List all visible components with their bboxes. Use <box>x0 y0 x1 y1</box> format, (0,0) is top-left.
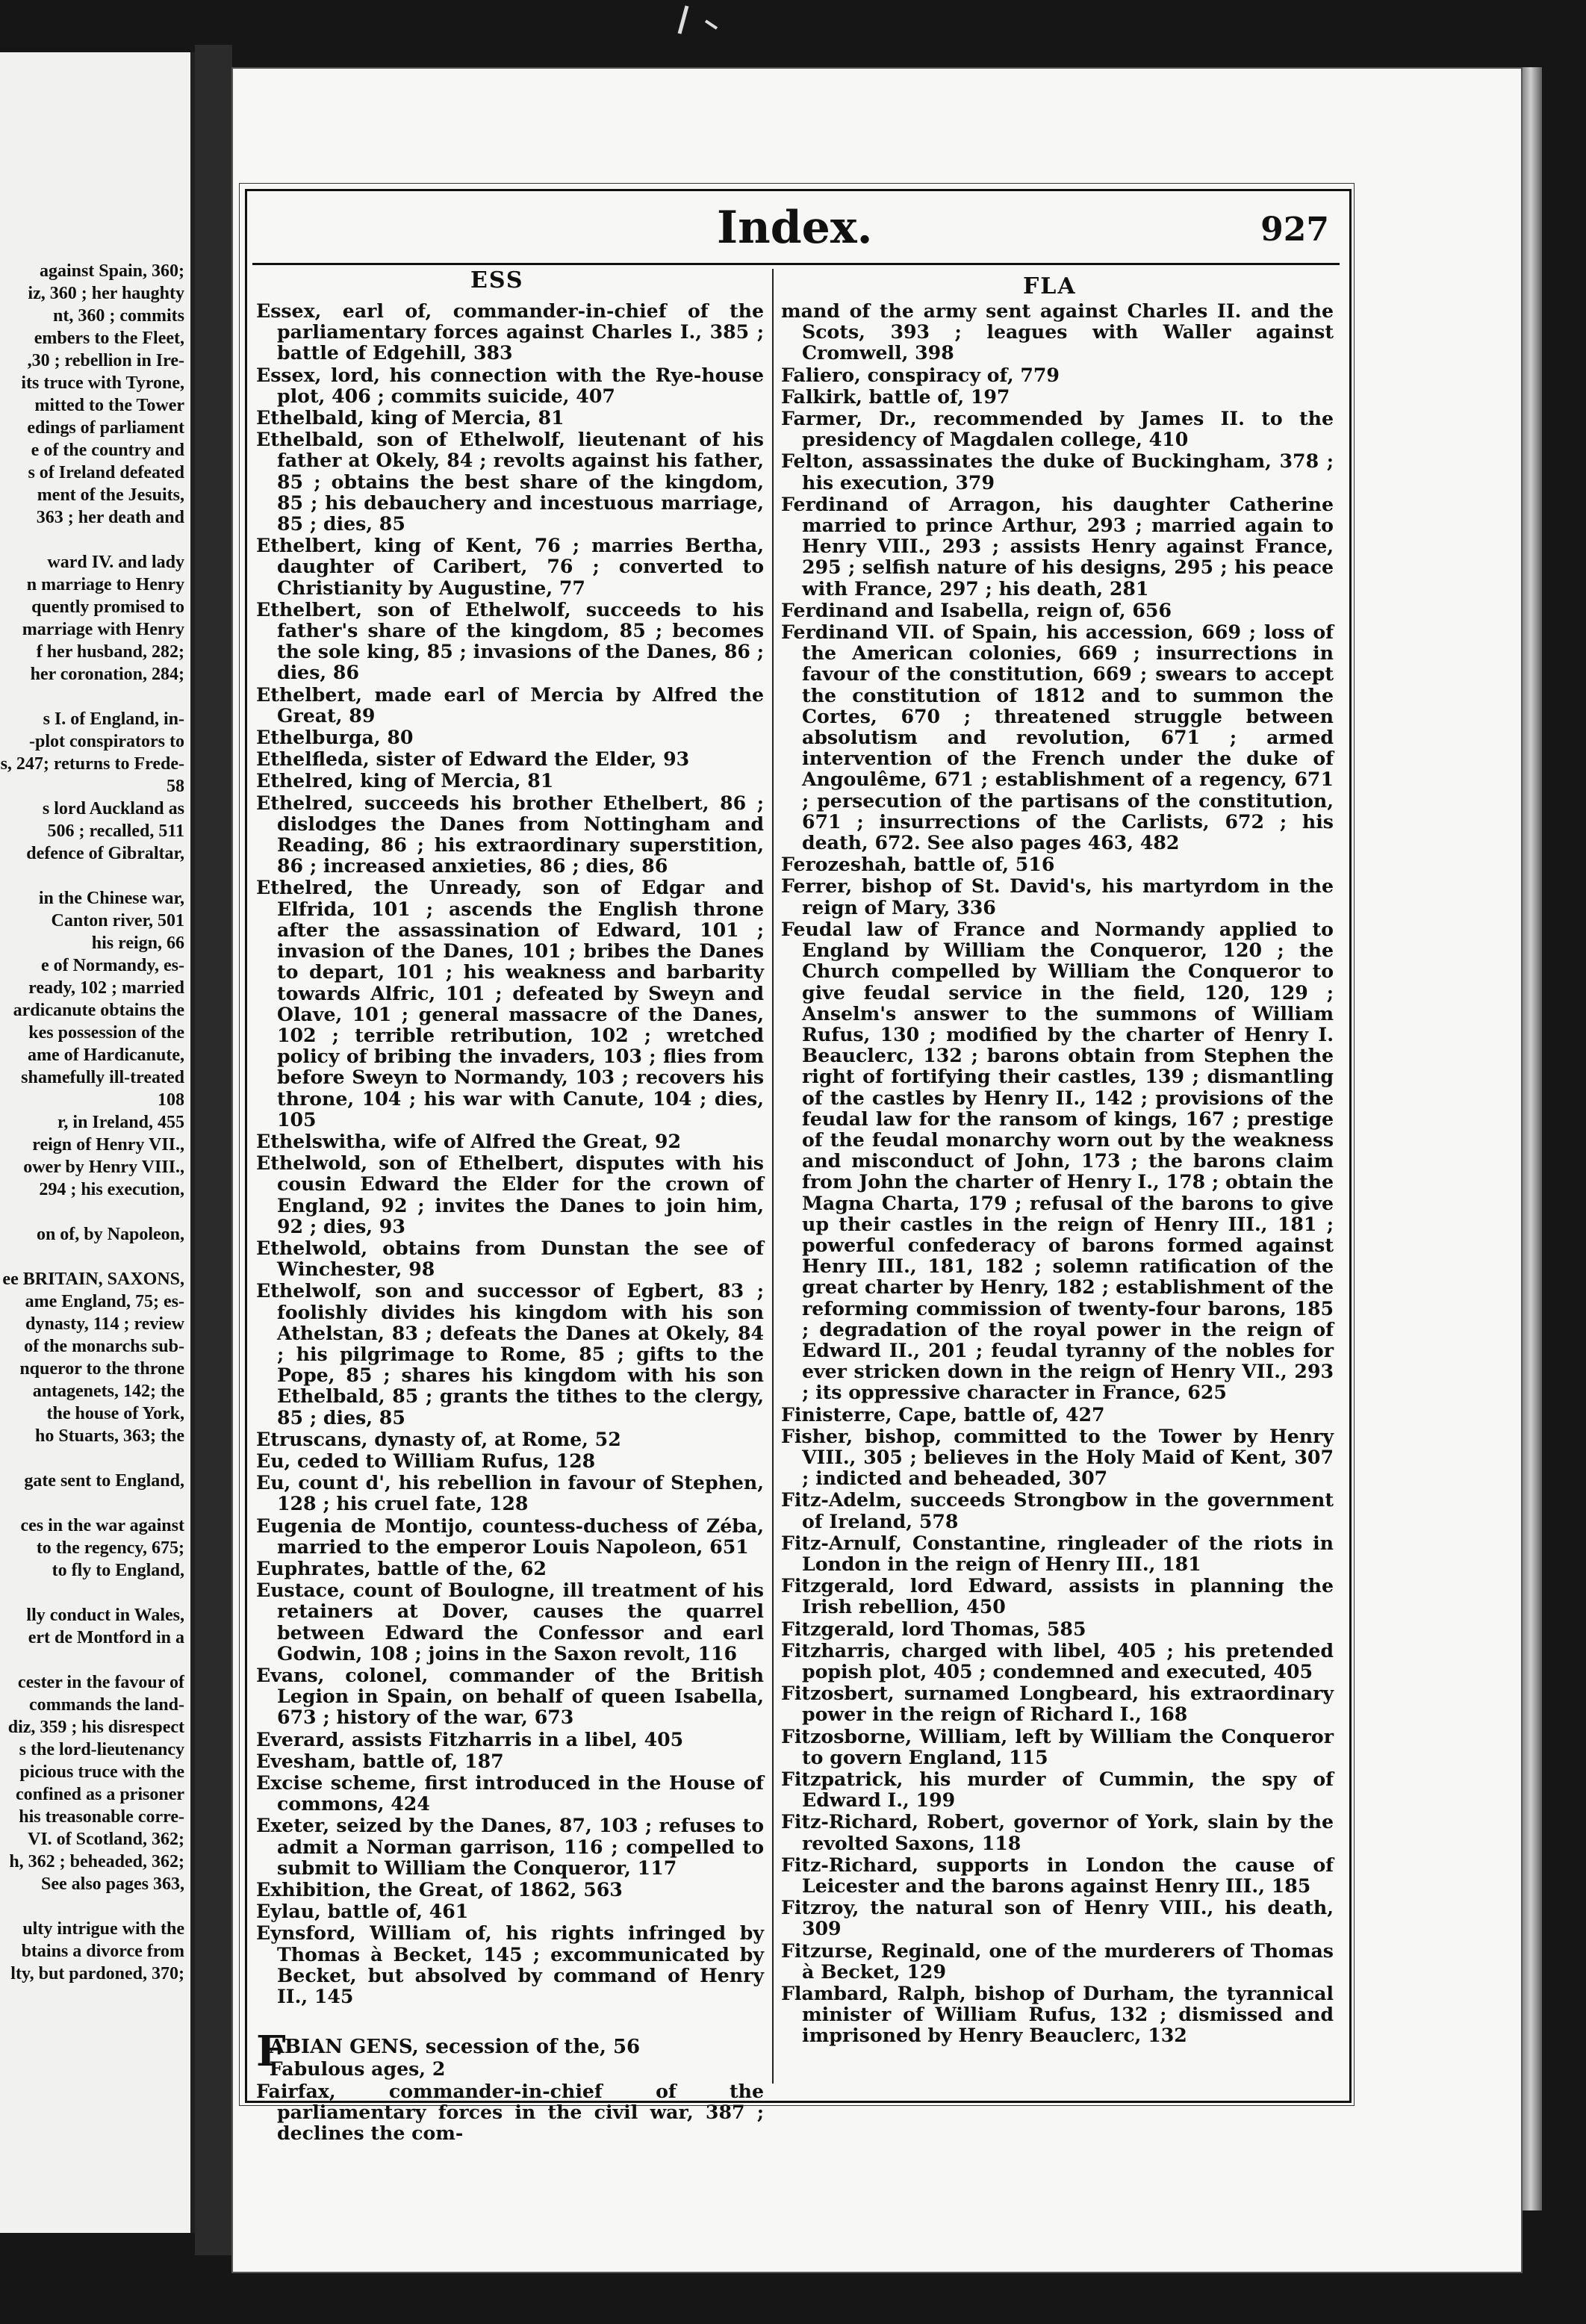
left-page-line: quently promised to <box>31 597 184 617</box>
index-entry: Ethelwolf, son and successor of Egbert, 83 ; foolishly divides his kingdom with his son Athelstan, 83 ; defeats the Danes at Okely, 84 ; his pilgrimage to Rome, 85 ; gifts to the Pope, 85 ; shares his kingdom with his son Ethelbald, 85 ; grants the tithes to the clergy, 85 ; dies, 85 <box>256 1279 764 1429</box>
left-page-line: picious truce with the <box>19 1762 184 1782</box>
left-page-line: 108 <box>158 1090 184 1110</box>
left-page-line: 294 ; his execution, <box>39 1180 184 1199</box>
left-page-line: lty, but pardoned, 370; <box>10 1964 184 1983</box>
left-page-line: reign of Henry VII., <box>32 1135 184 1155</box>
index-entry: Fitzurse, Reginald, one of the murderers of Thomas à Becket, 129 <box>781 1939 1334 1983</box>
left-page-line: s the lord-lieutenancy <box>19 1740 184 1759</box>
left-page-line: mitted to the Tower <box>34 396 184 415</box>
index-entry: Ethelred, succeeds his brother Ethelbert, 86 ; dislodges the Danes from Nottingham and Reading, 86 ; his extraordinary superstition, 86 ; increased anxieties, 86 ; dies, 86 <box>256 791 764 877</box>
index-entry: Ethelbert, king of Kent, 76 ; marries Bertha, daughter of Caribert, 76 ; converted to Christianity by Augustine, 77 <box>256 534 764 599</box>
index-entry: Ferrer, bishop of St. David's, his martyrdom in the reign of Mary, 336 <box>781 874 1334 919</box>
index-entry: Ethelswitha, wife of Alfred the Great, 92 <box>256 1129 681 1152</box>
left-page-line: ho Stuarts, 363; the <box>34 1426 184 1446</box>
left-page-line: in the Chinese war, <box>38 889 184 908</box>
left-page-line: dynasty, 114 ; review <box>25 1314 184 1334</box>
index-entry: Flambard, Ralph, bishop of Durham, the tyrannical minister of William Rufus, 132 ; dismissed and imprisoned by Henry Beauclerc, 132 <box>781 1982 1334 2047</box>
left-page-line: s I. of England, in- <box>43 709 184 729</box>
left-page-line: n marriage to Henry <box>26 575 184 594</box>
index-column-left <box>256 300 764 2144</box>
left-page-line: kes possession of the <box>28 1023 184 1043</box>
left-page-line: See also pages 363, <box>41 1874 184 1894</box>
left-page-line: e of the country and <box>31 441 184 460</box>
index-entry: Faliero, conspiracy of, 779 <box>781 363 1060 386</box>
left-page-line: s lord Auckland as <box>42 799 184 818</box>
left-page-line: nt, 360 ; commits <box>53 306 184 326</box>
index-entry: Feudal law of France and Normandy applied to England by William the Conqueror, 120 ; the Church compelled by William the Conqueror to give feudal service in the field, 120, 129 ; Anselm's answer to the summons of William Rufus, 130 ; modified by the charter of Henry I. Beauclerc, 132 ; barons obtain from Stephen the right of fortifying their castles, 139 ; dismantling of the castles by Henry II., 142 ; provisions of the feudal law for the ransom of kings, 167 ; prestige of the feudal monarchy worn out by the weakness and misconduct of John, 173 ; the barons claim from John the charter of Henry I., 178 ; obtain the Magna Charta, 179 ; refusal of the barons to give up their castles in the reign of Henry III., 181 ; powerful confederacy of barons formed against Henry III., 181, 182 ; solemn ratification of the great charter by Henry, 182 ; establishment of the reforming commission of twenty-four barons, 185 ; degradation of the royal power in the reign of Edward II., 201 ; feudal tyranny of the nobles for ever stricken down in the reign of Henry VII., 293 ; its oppressive character in France, 625 <box>781 917 1334 1404</box>
left-page-line: ert de Montford in a <box>28 1628 184 1647</box>
left-page-line: 363 ; her death and <box>36 508 184 527</box>
left-page-line: his treasonable corre- <box>19 1807 184 1827</box>
index-entry: Ethelbald, son of Ethelwolf, lieutenant of his father at Okely, 84 ; revolts against his father, 85 ; obtains the best share of the kingdom, 85 ; his debauchery and incestuous marriage, 85 ; dies, 85 <box>256 428 764 535</box>
index-entry: Ferdinand and Isabella, reign of, 656 <box>781 598 1172 621</box>
index-entry: Eugenia de Montijo, countess-duchess of Zéba, married to the emperor Louis Napoleon, 651 <box>256 1514 764 1558</box>
left-page-line: to fly to England, <box>52 1561 184 1580</box>
index-entry: Ethelwold, son of Ethelbert, disputes with his cousin Edward the Elder for the crown of England, 92 ; invites the Danes to join him, 92 ; dies, 93 <box>256 1152 764 1237</box>
index-entry: Fairfax, commander-in-chief of the parliamentary forces in the civil war, 387 ; declines the com- <box>256 2079 764 2145</box>
left-page-line: cester in the favour of <box>17 1673 184 1692</box>
index-entry: Fitzosbert, surnamed Longbeard, his extraordinary power in the reign of Richard I., 168 <box>781 1682 1334 1726</box>
index-entry: Ethelburga, 80 <box>256 726 414 749</box>
left-guide-word: ESS <box>470 267 524 293</box>
index-entry: Euphrates, battle of the, 62 <box>256 1556 547 1579</box>
index-entry: Felton, assassinates the duke of Buckingham, 378 ; his execution, 379 <box>781 450 1334 494</box>
index-entry: mand of the army sent against Charles II. and the Scots, 393 ; leagues with Waller against Cromwell, 398 <box>781 299 1334 364</box>
index-entry: Fabulous ages, 2 <box>269 2057 446 2081</box>
index-entry: Etruscans, dynasty of, at Rome, 52 <box>256 1427 621 1450</box>
left-page-line: iz, 360 ; her haughty <box>28 284 184 303</box>
index-entry: Fitzosborne, William, left by William the Conqueror to govern England, 115 <box>781 1724 1334 1768</box>
index-entry: Exeter, seized by the Danes, 87, 103 ; refuses to admit a Norman garrison, 116 ; compelled to submit to William the Conqueror, 117 <box>256 1814 764 1879</box>
left-page-line: ward IV. and lady <box>47 553 184 572</box>
left-page-line: ower by Henry VIII., <box>23 1158 184 1177</box>
index-entry: Fitzroy, the natural son of Henry VIII., his death, 309 <box>781 1896 1334 1940</box>
left-page-line: e of Normandy, es- <box>41 956 184 975</box>
index-entry: Ethelfleda, sister of Edward the Elder, 93 <box>256 748 690 771</box>
left-page-line: its truce with Tyrone, <box>21 373 184 393</box>
column-divider <box>772 269 774 2084</box>
left-page-line: his reign, 66 <box>91 933 184 953</box>
left-page-line: confined as a prisoner <box>15 1785 184 1804</box>
left-page-line: ame England, 75; es- <box>25 1292 184 1311</box>
index-entry: Fitzgerald, lord Edward, assists in planning the Irish rebellion, 450 <box>781 1574 1334 1618</box>
index-entry: Ferozeshah, battle of, 516 <box>781 853 1055 876</box>
left-page-line: f her husband, 282; <box>36 642 184 662</box>
index-entry: Essex, earl of, commander-in-chief of the parliamentary forces against Charles I., 385 ; battle of Edgehill, 383 <box>256 299 764 364</box>
index-entry: Everard, assists Fitzharris in a libel, 405 <box>256 1727 684 1750</box>
left-page-line: of the monarchs sub- <box>24 1337 184 1356</box>
left-page-line: ces in the war against <box>20 1516 184 1535</box>
left-page-line: lly conduct in Wales, <box>26 1606 184 1625</box>
index-entry: Eu, ceded to William Rufus, 128 <box>256 1449 596 1472</box>
index-entry: Essex, lord, his connection with the Rye-house plot, 406 ; commits suicide, 407 <box>256 363 764 407</box>
index-entry: Ethelred, the Unready, son of Edgar and Elfrida, 101 ; ascends the English throne after the assassination of Edward, 101 ; invasion of the Danes, 101 ; bribes the Danes to depart, 101 ; his weakness and barbarity towards Alfric, 101 ; defeated by Sweyn and Olave, 101 ; general massacre of the Danes, 102 ; terrible retribution, 102 ; wretched policy of bribing the invaders, 103 ; flies from before Sweyn to Normandy, 103 ; recovers his throne, 104 ; his war with Canute, 104 ; dies, 105 <box>256 876 764 1131</box>
index-entry: Fitzgerald, lord Thomas, 585 <box>781 1617 1086 1640</box>
left-page-line: ulty intrigue with the <box>22 1919 184 1939</box>
index-entry: Ethelred, king of Mercia, 81 <box>256 769 554 792</box>
left-page-line: -plot conspirators to <box>29 732 184 751</box>
index-entry: Eylau, battle of, 461 <box>256 1900 469 1923</box>
index-entry: Finisterre, Cape, battle of, 427 <box>781 1402 1105 1426</box>
index-entry: Evesham, battle of, 187 <box>256 1749 504 1772</box>
left-page-line: diz, 359 ; his disrespect <box>7 1718 184 1737</box>
index-entry: Ferdinand VII. of Spain, his accession, 669 ; loss of the American colonies, 669 ; insurrections in favour of the constitution, 669 ; swears to accept the constitution of 1812 and to summon the Cortes, 670 ; threatened struggle between absolutism and revolution, 671 ; armed intervention of the French under the duke of Angoulême, 671 ; establishment of a regency, 671 ; persecution of the partisans of the constitution, 671 ; insurrections of the Carlists, 672 ; his death, 672. See also pages 463, 482 <box>781 621 1334 854</box>
left-page-line: commands the land- <box>28 1695 184 1715</box>
left-page-line: ee BRITAIN, SAXONS, <box>2 1270 184 1289</box>
left-page-line: btains a divorce from <box>21 1942 184 1961</box>
index-entry: Fitz-Richard, supports in London the cause of Leicester and the barons against Henry III., 185 <box>781 1853 1334 1898</box>
left-page-line: gate sent to England, <box>24 1471 184 1491</box>
index-entry: Fitzpatrick, his murder of Cummin, the spy of Edward I., 199 <box>781 1768 1334 1812</box>
left-page-line: embers to the Fleet, <box>34 329 184 348</box>
index-entry: Eu, count d', his rebellion in favour of Stephen, 128 ; his cruel fate, 128 <box>256 1471 764 1515</box>
index-entry: Evans, colonel, commander of the British Legion in Spain, on behalf of queen Isabella, 673 ; history of the war, 673 <box>256 1664 764 1729</box>
index-entry: Fitz-Adelm, succeeds Strongbow in the government of Ireland, 578 <box>781 1488 1334 1532</box>
left-page-line: antagenets, 142; the <box>32 1382 184 1401</box>
left-page-line: edings of parliament <box>27 418 184 438</box>
left-page-line: ready, 102 ; married <box>28 978 184 998</box>
left-page-line: VI. of Scotland, 362; <box>27 1830 184 1849</box>
index-entry: Fisher, bishop, committed to the Tower by Henry VIII., 305 ; believes in the Holy Maid of Kent, 307 ; indicted and beheaded, 307 <box>781 1424 1334 1490</box>
left-page-line: on of, by Napoleon, <box>36 1225 184 1244</box>
left-page-line: Canton river, 501 <box>51 911 184 930</box>
page-number: 927 <box>1260 211 1329 249</box>
index-entry: Farmer, Dr., recommended by James II. to the presidency of Magdalen college, 410 <box>781 407 1334 451</box>
left-page-line: shamefully ill-treated <box>21 1068 184 1087</box>
left-page-line: ,30 ; rebellion in Ire- <box>27 351 184 370</box>
page-title: Index. <box>717 202 873 254</box>
left-page-line: to the regency, 675; <box>36 1538 184 1558</box>
left-page <box>0 52 195 2233</box>
index-entry: Eynsford, William of, his rights infringed by Thomas à Becket, 145 ; excommunicated by Becket, but absolved by command of Henry II., 145 <box>256 1921 764 2008</box>
left-page-line: ame of Hardicanute, <box>28 1046 184 1065</box>
index-entry: Fitz-Richard, Robert, governor of York, slain by the revolted Saxons, 118 <box>781 1810 1334 1854</box>
index-entry: Fitz-Arnulf, Constantine, ringleader of the riots in London in the reign of Henry III., 181 <box>781 1531 1334 1575</box>
left-page-line: defence of Gibraltar, <box>26 844 184 863</box>
index-entry: Ethelbert, son of Ethelwolf, succeeds to his father's share of the kingdom, 85 ; becomes the sole king, 85 ; invasions of the Danes, 86 ; dies, 86 <box>256 597 764 684</box>
left-page-line: nqueror to the throne <box>19 1359 184 1379</box>
left-page-line: 506 ; recalled, 511 <box>47 821 184 841</box>
left-page-line: ardicanute obtains the <box>13 1001 184 1020</box>
left-page-line: against Spain, 360; <box>39 261 184 281</box>
index-entry: Fitzharris, charged with libel, 405 ; his pretended popish plot, 405 ; condemned and executed, 405 <box>781 1638 1334 1683</box>
left-page-line: the house of York, <box>46 1404 184 1423</box>
left-page-line: s of Ireland defeated <box>28 463 184 482</box>
index-entry: Ethelbert, made earl of Mercia by Alfred the Great, 89 <box>256 683 764 727</box>
left-page-line: r, in Ireland, 455 <box>57 1113 184 1132</box>
book-gutter <box>195 45 232 2255</box>
index-entry: Ethelbald, king of Mercia, 81 <box>256 406 565 429</box>
left-page-line: s, 247; returns to Frede- <box>0 754 184 774</box>
index-entry: Eustace, count of Boulogne, ill treatment of his retainers at Dover, causes the quarrel between Edward the Confessor and earl Godwin, 108 ; joins in the Saxon revolt, 116 <box>256 1579 764 1665</box>
left-page-line: marriage with Henry <box>22 620 184 639</box>
header-rule <box>252 263 1340 265</box>
right-guide-word: FLA <box>1023 273 1077 299</box>
index-entry: Ethelwold, obtains from Dunstan the see of Winchester, 98 <box>256 1236 764 1281</box>
index-entry: Excise scheme, first introduced in the House of commons, 424 <box>256 1771 764 1815</box>
pencil-marks <box>672 0 762 45</box>
index-column-right <box>781 300 1334 2047</box>
left-page-line: her coronation, 284; <box>30 665 184 684</box>
index-entry: Exhibition, the Great, of 1862, 563 <box>256 1878 623 1901</box>
left-page-line: 58 <box>167 777 184 796</box>
left-page-line: ment of the Jesuits, <box>37 485 184 505</box>
index-entry: FABIAN GENS, secession of the, 56 <box>256 2027 641 2077</box>
index-entry: Ferdinand of Arragon, his daughter Catherine married to prince Arthur, 293 ; married again to Henry VIII., 293 ; assists Henry against France, 295 ; selfish nature of his designs, 295 ; his peace with France, 297 ; his death, 281 <box>781 492 1334 600</box>
left-page-line: h, 362 ; beheaded, 362; <box>9 1852 184 1871</box>
index-entry: Falkirk, battle of, 197 <box>781 385 1010 408</box>
